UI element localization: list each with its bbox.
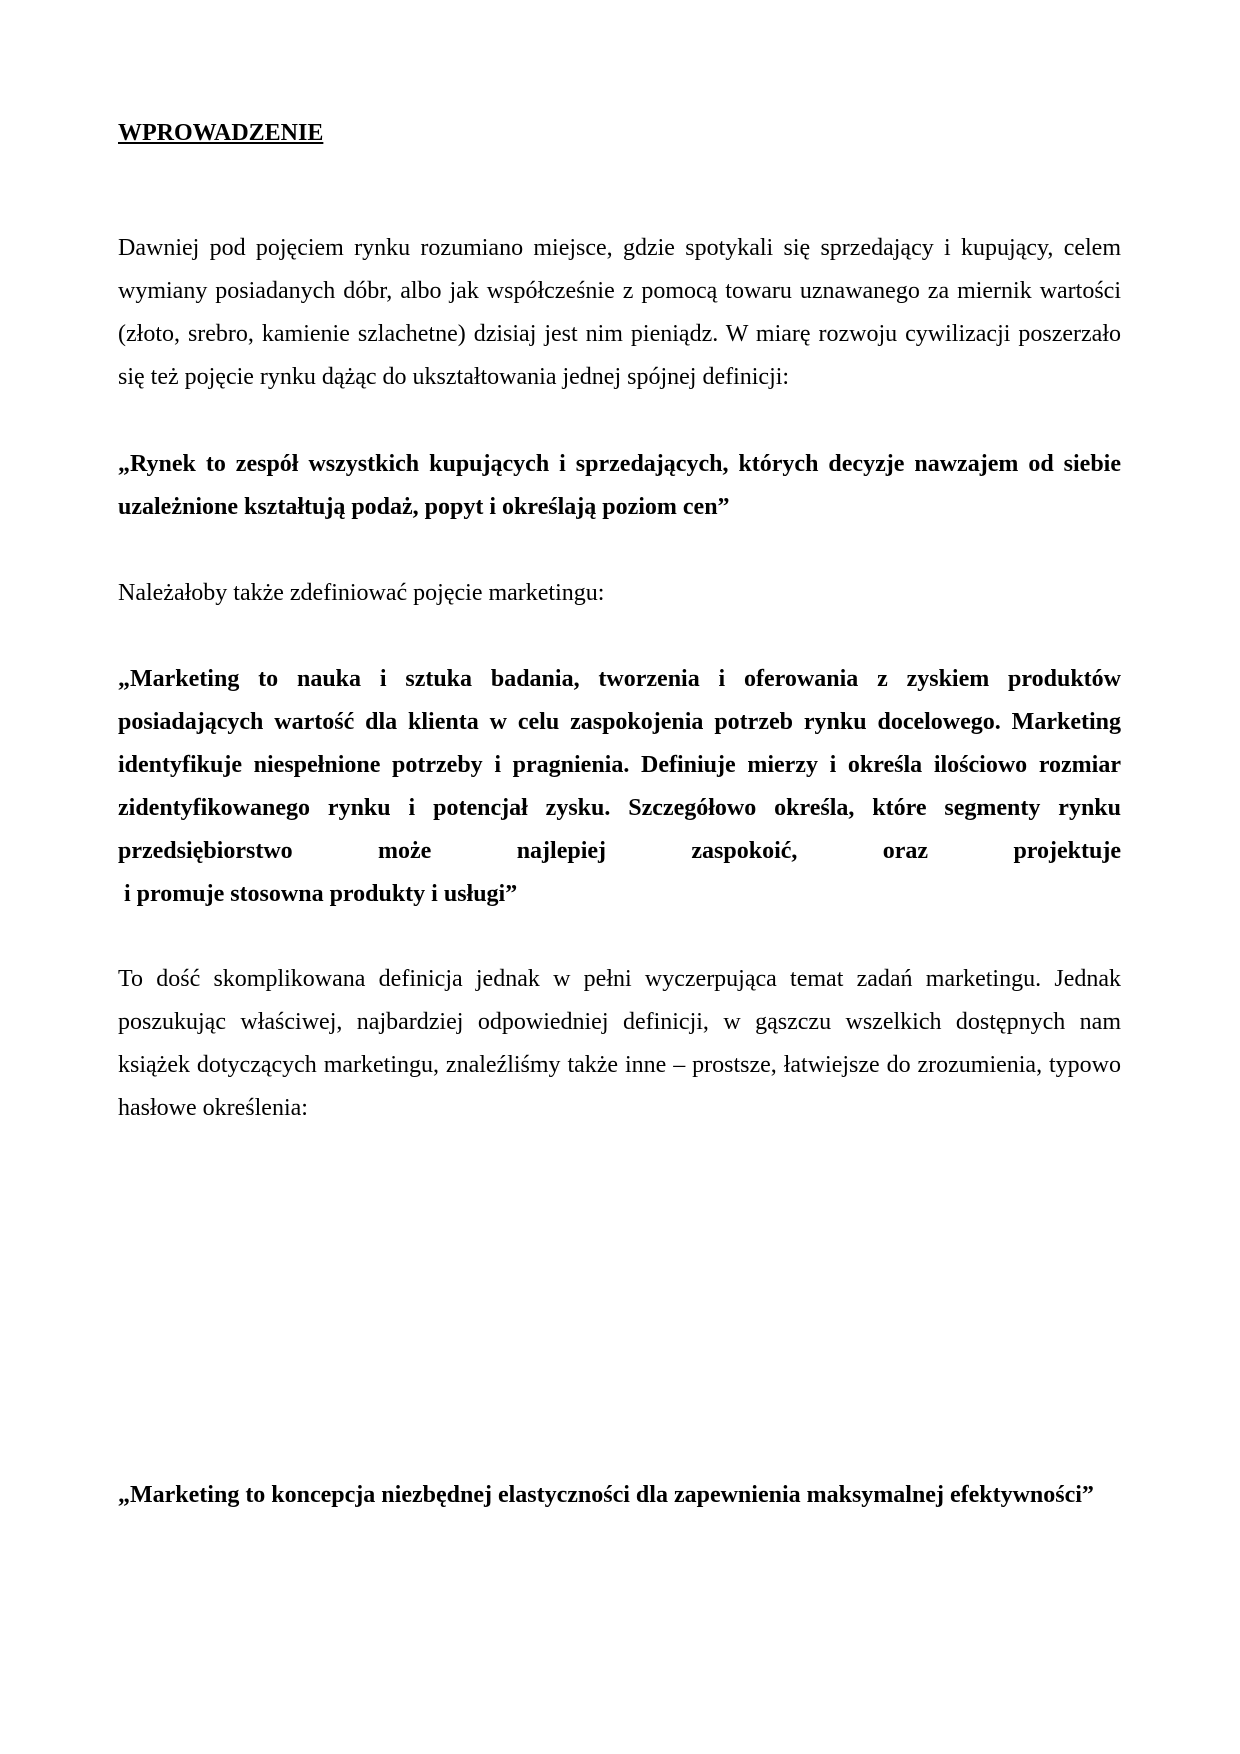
marketing-lead-paragraph: Należałoby także zdefiniować pojęcie marketingu: [118,580,605,606]
marketing-definition-main: „Marketing to nauka i sztuka badania, tworzenia i oferowania z zyskiem produktów posiadających wartość dla klienta w celu zaspokojenia potrzeb rynku docelowego. Marketing identyfikuje niespełnione potrzeby i pragnienia. Definiuje mierzy i określa ilościowo rozmiar zidentyfikowanego rynku i potencjał zysku. Szczegółowo określa, które segmenty rynku przedsiębiorstwo może najlepiej zaspokoić, oraz projektuje [118,666,1121,864]
intro-paragraph: Dawniej pod pojęciem rynku rozumiano miejsce, gdzie spotykali się sprzedający i kupujący, celem wymiany posiadanych dóbr, albo jak współcześnie z pomocą towaru uznawanego za miernik wartości (złoto, srebro, kamienie szlachetne) dzisiaj jest nim pieniądz. W miarę rozwoju cywilizacji poszerzało się też pojęcie rynku dążąc do ukształtowania jednej spójnej definicji: [118,235,1121,390]
elasticity-definition-quote: „Marketing to koncepcja niezbędnej elastyczności dla zapewnienia maksymalnej efektywności” [118,1482,1094,1508]
marketing-definition-tail: i promuje stosowna produkty i usługi” [124,881,518,907]
market-definition-quote: „Rynek to zespół wszystkich kupujących i sprzedających, których decyzje nawzajem od siebie uzależnione kształtują podaż, popyt i określają poziom cen” [118,451,1121,520]
page-heading: WPROWADZENIE [118,120,324,146]
marketing-definition-quote [118,658,1121,916]
commentary-paragraph: To dość skomplikowana definicja jednak w pełni wyczerpująca temat zadań marketingu. Jednak poszukując właściwej, najbardziej odpowiedniej definicji, w gąszczu wszelkich dostępnych nam książek dotyczących marketingu, znaleźliśmy także inne – prostsze, łatwiejsze do zrozumienia, typowo hasłowe określenia: [118,966,1121,1121]
